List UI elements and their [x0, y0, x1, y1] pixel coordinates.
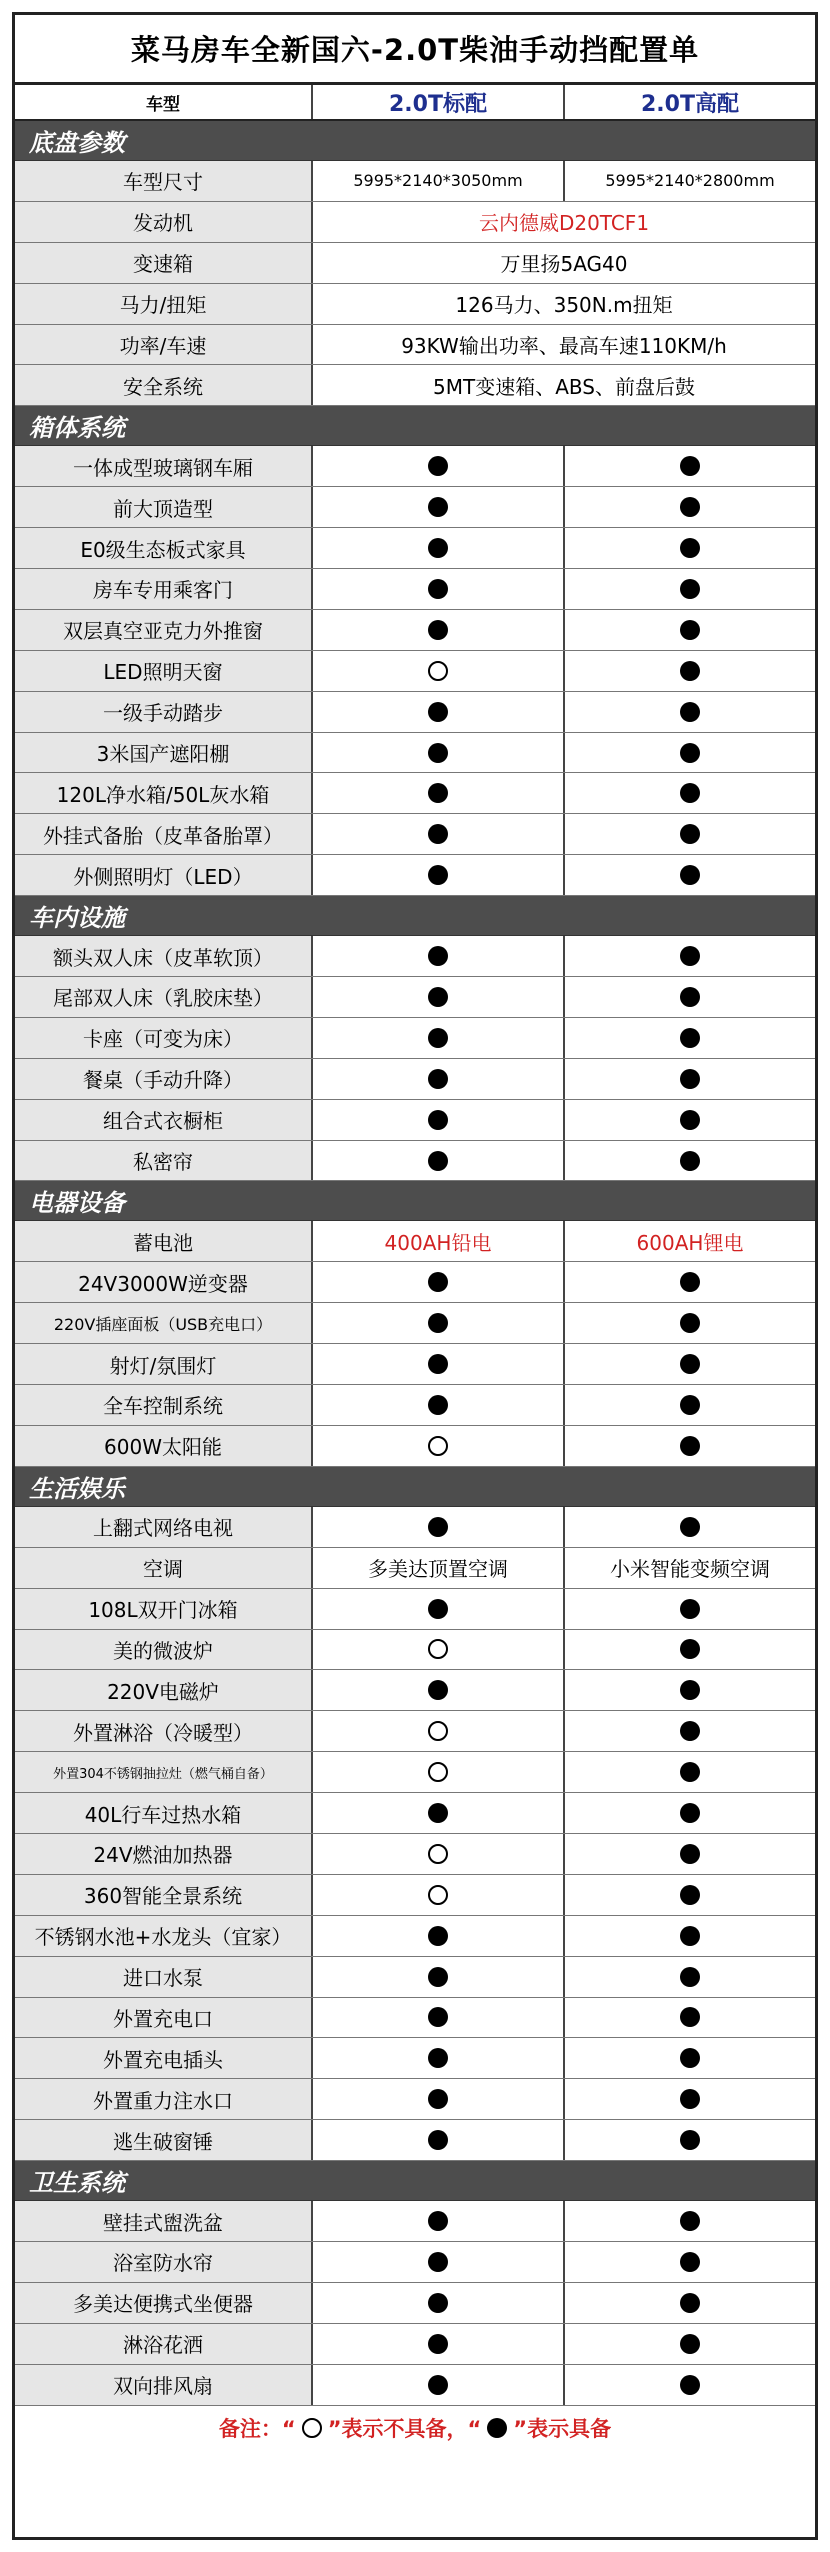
premium-value [565, 1303, 815, 1343]
filled-circle-icon [428, 1069, 448, 1089]
filled-circle-icon [680, 1151, 700, 1171]
premium-value [565, 2283, 815, 2323]
row-label: 3米国产遮阳棚 [15, 733, 313, 773]
premium-value [565, 1834, 815, 1874]
table-row [15, 1589, 815, 1630]
filled-circle-icon [680, 2375, 700, 2395]
table-row [15, 1752, 815, 1793]
standard-value [313, 1344, 565, 1384]
table-row [15, 2038, 815, 2079]
premium-value [565, 1426, 815, 1466]
row-label: E0级生态板式家具 [15, 528, 313, 568]
row-label: LED照明天窗 [15, 651, 313, 691]
standard-value [313, 936, 565, 976]
filled-circle-icon [428, 702, 448, 722]
premium-value [565, 977, 815, 1017]
filled-circle-icon [428, 456, 448, 476]
filled-circle-icon [680, 1517, 700, 1537]
standard-value [313, 2242, 565, 2282]
row-value-shared: 万里扬5AG40 [313, 243, 815, 283]
table-row [15, 2283, 815, 2324]
filled-circle-icon [428, 2293, 448, 2313]
premium-value [565, 936, 815, 976]
premium-value: 小米智能变频空调 [565, 1548, 815, 1588]
row-label: 外置重力注水口 [15, 2079, 313, 2119]
row-label: 外置淋浴（冷暖型） [15, 1711, 313, 1751]
filled-circle-icon [428, 2130, 448, 2150]
standard-value [313, 2079, 565, 2119]
sheet-title: 菜马房车全新国六-2.0T柴油手动挡配置单 [15, 15, 815, 85]
filled-circle-icon [428, 579, 448, 599]
table-row [15, 1793, 815, 1834]
standard-value [313, 1141, 565, 1181]
table-row [15, 2120, 815, 2161]
table-row [15, 2201, 815, 2242]
filled-circle-icon [680, 1926, 700, 1946]
standard-value [313, 977, 565, 1017]
standard-value [313, 855, 565, 895]
row-label: 220V电磁炉 [15, 1670, 313, 1710]
table-row [15, 773, 815, 814]
filled-circle-icon [428, 946, 448, 966]
standard-value [313, 814, 565, 854]
row-label: 车型尺寸 [15, 161, 313, 201]
filled-circle-icon [680, 1680, 700, 1700]
premium-value [565, 692, 815, 732]
row-label: 额头双人床（皮革软顶） [15, 936, 313, 976]
standard-value [313, 446, 565, 486]
premium-value [565, 1957, 815, 1997]
filled-circle-icon [428, 1151, 448, 1171]
premium-value [565, 1262, 815, 1302]
table-body [15, 121, 815, 2406]
filled-circle-icon [428, 1803, 448, 1823]
table-row [15, 2365, 815, 2406]
premium-value [565, 2365, 815, 2405]
table-row [15, 1141, 815, 1182]
premium-value [565, 1793, 815, 1833]
filled-circle-icon [428, 2089, 448, 2109]
row-label: 空调 [15, 1548, 313, 1588]
standard-value [313, 610, 565, 650]
table-row [15, 2242, 815, 2283]
row-value-shared: 93KW输出功率、最高车速110KM/h [313, 325, 815, 365]
premium-value: 5995*2140*2800mm [565, 161, 815, 201]
row-label: 餐桌（手动升降） [15, 1059, 313, 1099]
standard-value [313, 2120, 565, 2160]
row-label: 进口水泵 [15, 1957, 313, 1997]
row-value-shared: 5MT变速箱、ABS、前盘后鼓 [313, 365, 815, 405]
standard-value [313, 1303, 565, 1343]
standard-value [313, 528, 565, 568]
standard-value [313, 2201, 565, 2241]
standard-value [313, 2038, 565, 2078]
filled-circle-icon [428, 824, 448, 844]
empty-circle-icon [302, 2418, 322, 2438]
premium-value [565, 1875, 815, 1915]
standard-value [313, 1875, 565, 1915]
row-label: 600W太阳能 [15, 1426, 313, 1466]
table-row [15, 1916, 815, 1957]
filled-circle-icon [680, 1436, 700, 1456]
filled-circle-icon [680, 579, 700, 599]
premium-value [565, 1630, 815, 1670]
premium-value [565, 1998, 815, 2038]
filled-circle-icon [428, 1110, 448, 1130]
filled-circle-icon [428, 1395, 448, 1415]
table-row [15, 161, 815, 202]
standard-value [313, 733, 565, 773]
row-label: 壁挂式盥洗盆 [15, 2201, 313, 2241]
filled-circle-icon [680, 1395, 700, 1415]
filled-circle-icon [680, 497, 700, 517]
row-label: 双层真空亚克力外推窗 [15, 610, 313, 650]
premium-value [565, 2120, 815, 2160]
table-row [15, 977, 815, 1018]
premium-value [565, 814, 815, 854]
filled-circle-icon [680, 783, 700, 803]
standard-value [313, 692, 565, 732]
filled-circle-icon [428, 1967, 448, 1987]
standard-value [313, 1059, 565, 1099]
filled-circle-icon [680, 1762, 700, 1782]
filled-circle-icon [680, 2130, 700, 2150]
filled-circle-icon [680, 456, 700, 476]
row-label: 24V3000W逆变器 [15, 1262, 313, 1302]
standard-value [313, 487, 565, 527]
filled-circle-icon [428, 2252, 448, 2272]
note-filled-text: ”表示具备 [513, 2416, 612, 2441]
table-row [15, 814, 815, 855]
empty-circle-icon [428, 661, 448, 681]
filled-circle-icon [428, 1599, 448, 1619]
filled-circle-icon [680, 1885, 700, 1905]
premium-value [565, 528, 815, 568]
section-header: 车内设施 [15, 896, 815, 936]
table-row [15, 1303, 815, 1344]
filled-circle-icon [428, 620, 448, 640]
table-row [15, 446, 815, 487]
standard-value [313, 569, 565, 609]
premium-value [565, 855, 815, 895]
premium-value [565, 1670, 815, 1710]
filled-circle-icon [428, 783, 448, 803]
row-label: 功率/车速 [15, 325, 313, 365]
row-label: 外置充电插头 [15, 2038, 313, 2078]
filled-circle-icon [428, 1313, 448, 1333]
filled-circle-icon [428, 1926, 448, 1946]
filled-circle-icon [680, 2293, 700, 2313]
premium-value [565, 733, 815, 773]
row-label: 外置充电口 [15, 1998, 313, 2038]
empty-circle-icon [428, 1844, 448, 1864]
filled-circle-icon [680, 1110, 700, 1130]
section-header: 生活娱乐 [15, 1467, 815, 1507]
standard-value [313, 1589, 565, 1629]
header-row [15, 85, 815, 121]
filled-circle-icon [428, 987, 448, 1007]
section-header: 卫生系统 [15, 2161, 815, 2201]
premium-value [565, 1100, 815, 1140]
table-row [15, 1507, 815, 1548]
premium-value [565, 1344, 815, 1384]
filled-circle-icon [680, 1354, 700, 1374]
filled-circle-icon [680, 1639, 700, 1659]
row-label: 美的微波炉 [15, 1630, 313, 1670]
section-header: 底盘参数 [15, 121, 815, 161]
filled-circle-icon [680, 824, 700, 844]
standard-value [313, 1998, 565, 2038]
table-row [15, 1834, 815, 1875]
empty-circle-icon [428, 1885, 448, 1905]
table-row [15, 1385, 815, 1426]
table-row [15, 692, 815, 733]
filled-circle-icon [487, 2418, 507, 2438]
header-model-label: 车型 [15, 85, 313, 119]
row-label: 40L行车过热水箱 [15, 1793, 313, 1833]
standard-value: 400AH铅电 [313, 1221, 565, 1261]
standard-value [313, 773, 565, 813]
table-row [15, 1711, 815, 1752]
filled-circle-icon [680, 2048, 700, 2068]
premium-value [565, 773, 815, 813]
row-label: 尾部双人床（乳胶床垫） [15, 977, 313, 1017]
table-row [15, 325, 815, 366]
empty-circle-icon [428, 1721, 448, 1741]
standard-value [313, 2283, 565, 2323]
filled-circle-icon [680, 620, 700, 640]
row-label: 马力/扭矩 [15, 284, 313, 324]
row-label: 120L净水箱/50L灰水箱 [15, 773, 313, 813]
premium-value [565, 1752, 815, 1792]
standard-value [313, 1507, 565, 1547]
filled-circle-icon [680, 1844, 700, 1864]
standard-value: 5995*2140*3050mm [313, 161, 565, 201]
header-standard: 2.0T标配 [313, 85, 565, 119]
premium-value [565, 1711, 815, 1751]
row-label: 卡座（可变为床） [15, 1018, 313, 1058]
filled-circle-icon [680, 865, 700, 885]
filled-circle-icon [428, 2007, 448, 2027]
filled-circle-icon [680, 987, 700, 1007]
standard-value [313, 1385, 565, 1425]
row-label: 蓄电池 [15, 1221, 313, 1261]
row-label: 多美达便携式坐便器 [15, 2283, 313, 2323]
empty-circle-icon [428, 1436, 448, 1456]
premium-value [565, 1916, 815, 1956]
filled-circle-icon [680, 1803, 700, 1823]
premium-value [565, 2242, 815, 2282]
premium-value [565, 487, 815, 527]
standard-value [313, 1670, 565, 1710]
table-row [15, 1548, 815, 1589]
row-label: 逃生破窗锤 [15, 2120, 313, 2160]
table-row [15, 1344, 815, 1385]
filled-circle-icon [428, 1028, 448, 1048]
filled-circle-icon [428, 1272, 448, 1292]
filled-circle-icon [680, 2089, 700, 2109]
section-header: 箱体系统 [15, 406, 815, 446]
config-sheet [12, 12, 818, 2540]
standard-value [313, 651, 565, 691]
filled-circle-icon [680, 743, 700, 763]
table-row [15, 1059, 815, 1100]
legend-note [15, 2406, 815, 2450]
filled-circle-icon [428, 497, 448, 517]
premium-value [565, 1589, 815, 1629]
filled-circle-icon [680, 1599, 700, 1619]
filled-circle-icon [680, 1721, 700, 1741]
standard-value [313, 1916, 565, 1956]
row-label: 前大顶造型 [15, 487, 313, 527]
standard-value [313, 1957, 565, 1997]
empty-circle-icon [428, 1639, 448, 1659]
row-label: 24V燃油加热器 [15, 1834, 313, 1874]
table-row [15, 936, 815, 977]
standard-value [313, 1752, 565, 1792]
filled-circle-icon [428, 2211, 448, 2231]
filled-circle-icon [680, 538, 700, 558]
table-row [15, 1957, 815, 1998]
row-label: 双向排风扇 [15, 2365, 313, 2405]
table-row [15, 651, 815, 692]
empty-circle-icon [428, 1762, 448, 1782]
standard-value [313, 1018, 565, 1058]
table-row [15, 1670, 815, 1711]
standard-value [313, 1426, 565, 1466]
filled-circle-icon [680, 1069, 700, 1089]
row-label: 外置304不锈钢抽拉灶（燃气桶自备） [15, 1752, 313, 1792]
premium-value [565, 2201, 815, 2241]
row-label: 一体成型玻璃钢车厢 [15, 446, 313, 486]
standard-value [313, 1100, 565, 1140]
table-row [15, 202, 815, 243]
filled-circle-icon [680, 2211, 700, 2231]
row-label: 变速箱 [15, 243, 313, 283]
row-label: 房车专用乘客门 [15, 569, 313, 609]
filled-circle-icon [680, 702, 700, 722]
filled-circle-icon [680, 946, 700, 966]
table-row [15, 1262, 815, 1303]
premium-value [565, 1141, 815, 1181]
filled-circle-icon [680, 1967, 700, 1987]
filled-circle-icon [680, 1028, 700, 1048]
filled-circle-icon [428, 743, 448, 763]
table-row [15, 733, 815, 774]
filled-circle-icon [428, 1354, 448, 1374]
premium-value [565, 2038, 815, 2078]
table-row [15, 1221, 815, 1262]
row-label: 外挂式备胎（皮革备胎罩） [15, 814, 313, 854]
row-label: 外侧照明灯（LED） [15, 855, 313, 895]
filled-circle-icon [428, 1680, 448, 1700]
row-label: 一级手动踏步 [15, 692, 313, 732]
premium-value [565, 1385, 815, 1425]
premium-value [565, 1507, 815, 1547]
row-label: 安全系统 [15, 365, 313, 405]
filled-circle-icon [680, 1313, 700, 1333]
table-row [15, 855, 815, 896]
filled-circle-icon [428, 538, 448, 558]
standard-value [313, 1793, 565, 1833]
table-row [15, 487, 815, 528]
note-prefix: 备注：“ [218, 2416, 296, 2441]
row-label: 浴室防水帘 [15, 2242, 313, 2282]
row-label: 不锈钢水池+水龙头（宜家） [15, 1916, 313, 1956]
table-row [15, 2079, 815, 2120]
standard-value [313, 2324, 565, 2364]
filled-circle-icon [428, 2334, 448, 2354]
row-label: 108L双开门冰箱 [15, 1589, 313, 1629]
table-row [15, 528, 815, 569]
premium-value: 600AH锂电 [565, 1221, 815, 1261]
standard-value [313, 1262, 565, 1302]
row-label: 私密帘 [15, 1141, 313, 1181]
standard-value [313, 2365, 565, 2405]
standard-value [313, 1711, 565, 1751]
table-row [15, 1875, 815, 1916]
premium-value [565, 610, 815, 650]
table-row [15, 243, 815, 284]
row-label: 淋浴花洒 [15, 2324, 313, 2364]
premium-value [565, 651, 815, 691]
standard-value [313, 1834, 565, 1874]
filled-circle-icon [680, 2252, 700, 2272]
filled-circle-icon [428, 2375, 448, 2395]
premium-value [565, 2079, 815, 2119]
premium-value [565, 569, 815, 609]
table-row [15, 2324, 815, 2365]
table-row [15, 284, 815, 325]
filled-circle-icon [428, 1517, 448, 1537]
row-label: 发动机 [15, 202, 313, 242]
table-row [15, 365, 815, 406]
row-value-shared: 云内德威D20TCF1 [313, 202, 815, 242]
premium-value [565, 446, 815, 486]
table-row [15, 1630, 815, 1671]
filled-circle-icon [680, 661, 700, 681]
row-value-shared: 126马力、350N.m扭矩 [313, 284, 815, 324]
premium-value [565, 1018, 815, 1058]
row-label: 射灯/氛围灯 [15, 1344, 313, 1384]
table-row [15, 569, 815, 610]
standard-value [313, 1630, 565, 1670]
table-row [15, 610, 815, 651]
filled-circle-icon [680, 2334, 700, 2354]
note-empty-text: ”表示不具备，“ [327, 2416, 482, 2441]
standard-value: 多美达顶置空调 [313, 1548, 565, 1588]
premium-value [565, 2324, 815, 2364]
table-row [15, 1998, 815, 2039]
table-row [15, 1018, 815, 1059]
section-header: 电器设备 [15, 1181, 815, 1221]
row-label: 全车控制系统 [15, 1385, 313, 1425]
table-row [15, 1100, 815, 1141]
filled-circle-icon [680, 1272, 700, 1292]
row-label: 上翻式网络电视 [15, 1507, 313, 1547]
table-row [15, 1426, 815, 1467]
header-premium: 2.0T高配 [641, 91, 739, 117]
row-label: 220V插座面板（USB充电口） [15, 1303, 313, 1343]
row-label: 360智能全景系统 [15, 1875, 313, 1915]
filled-circle-icon [428, 2048, 448, 2068]
filled-circle-icon [680, 2007, 700, 2027]
premium-value [565, 1059, 815, 1099]
filled-circle-icon [428, 865, 448, 885]
row-label: 组合式衣橱柜 [15, 1100, 313, 1140]
